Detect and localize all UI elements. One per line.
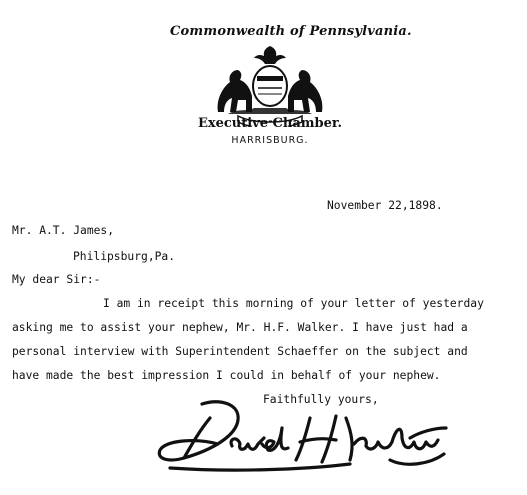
letterhead-commonwealth-title: Commonwealth of Pennsylvania. — [170, 24, 412, 39]
letter-date: November 22,1898. — [327, 199, 443, 212]
salutation: My dear Sir:- — [12, 273, 101, 286]
body-line: I am in receipt this morning of your letter of yesterday — [103, 297, 484, 310]
coat-of-arms-seal — [208, 42, 332, 126]
closing: Faithfully yours, — [263, 393, 379, 406]
recipient-city: Philipsburg,Pa. — [73, 250, 176, 263]
body-line: personal interview with Superintendent Schaeffer on the subject and — [12, 345, 468, 358]
letterhead-city: HARRISBURG. — [231, 135, 309, 146]
letterhead — [150, 18, 412, 158]
body-line: have made the best impression I could in behalf of your nephew. — [12, 369, 441, 382]
letterhead-executive-chamber: Executive Chamber. — [197, 116, 343, 131]
recipient-name: Mr. A.T. James, — [12, 224, 115, 237]
body-line: asking me to assist your nephew, Mr. H.F. Walker. I have just had a — [12, 321, 468, 334]
handwritten-signature — [140, 398, 460, 478]
